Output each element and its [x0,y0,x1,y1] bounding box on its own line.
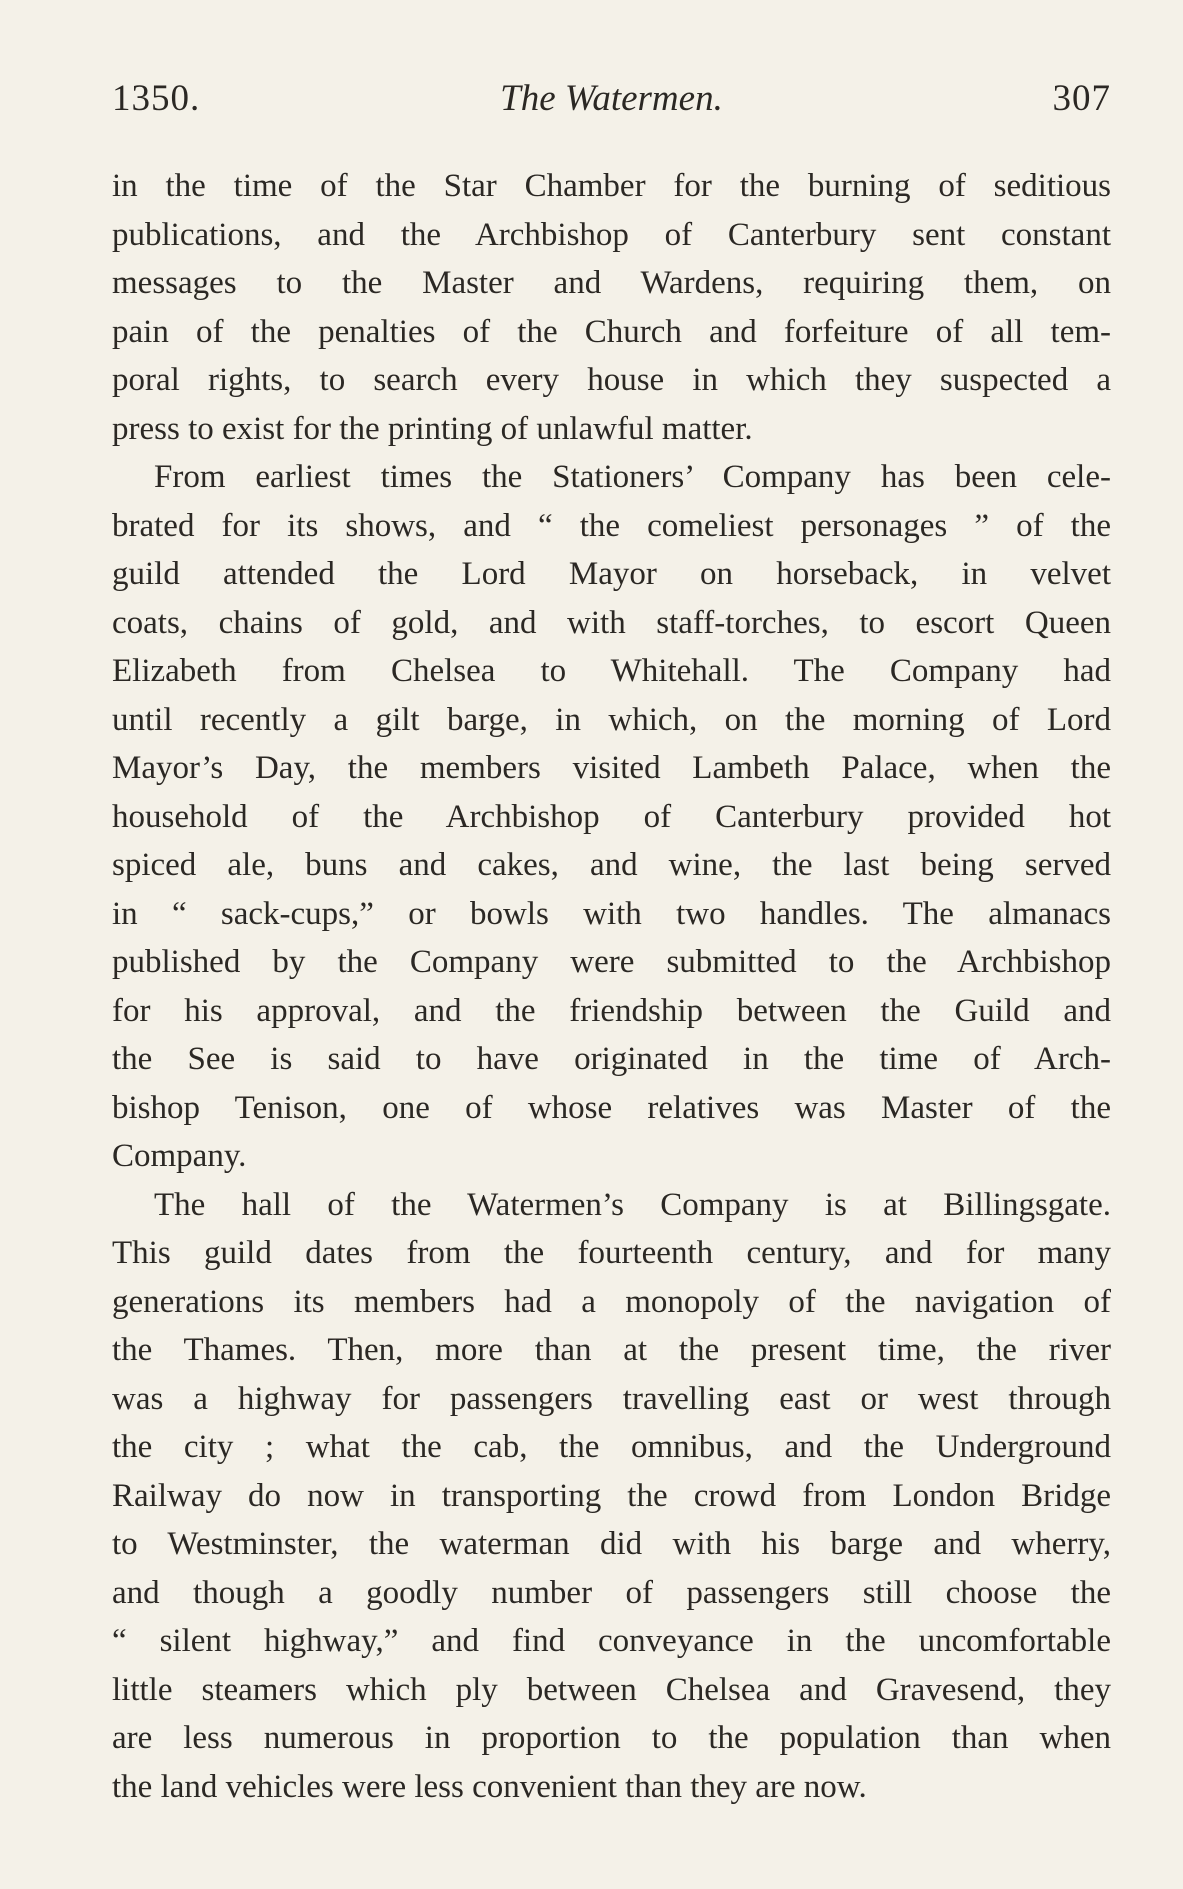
text-line: for his approval, and the friendship between the Guild and [112,992,1111,1029]
running-head [112,74,1111,124]
text-line: generations its members had a monopoly of the navigation of [112,1283,1111,1320]
text-line: until recently a gilt barge, in which, on the morning of Lord [112,701,1111,738]
text-line: in “ sack-cups,” or bowls with two handles. The almanacs [112,895,1111,932]
text-line: brated for its shows, and “ the comeliest personages ” of the [112,507,1111,544]
body-text [112,162,1111,1811]
text-line: coats, chains of gold, and with staff-torches, to escort Queen [112,604,1111,641]
text-line: guild attended the Lord Mayor on horseback, in velvet [112,556,1111,592]
text-line: Mayor’s Day, the members visited Lambeth Palace, when the [112,750,1111,786]
text-line: in the time of the Star Chamber for the burning of seditious [112,168,1111,204]
text-line: are less numerous in proportion to the population than when [112,1720,1111,1756]
running-head-year: 1350. [112,78,201,119]
text-line: to Westminster, the waterman did with his barge and wherry, [112,1526,1111,1562]
text-line: This guild dates from the fourteenth century, and for many [112,1235,1111,1271]
page-number: 307 [1052,78,1111,119]
text-line: Elizabeth from Chelsea to Whitehall. The Company had [112,653,1111,689]
text-line: The hall of the Watermen’s Company is at Billingsgate. [154,1186,1111,1223]
text-line: spiced ale, buns and cakes, and wine, the last being served [112,847,1111,883]
text-line: Company. [112,1138,247,1174]
text-line: Railway do now in transporting the crowd from London Bridge [112,1477,1111,1514]
text-line: bishop Tenison, one of whose relatives was Master of the [112,1089,1111,1126]
text-line: From earliest times the Stationers’ Company has been cele- [154,459,1111,495]
text-line: and though a goodly number of passengers still choose the [112,1574,1111,1611]
text-line: the city ; what the cab, the omnibus, and the Underground [112,1429,1111,1465]
text-line: press to exist for the printing of unlawful matter. [112,410,753,447]
text-line: the See is said to have originated in the time of Arch- [112,1041,1111,1077]
text-line: messages to the Master and Wardens, requiring them, on [112,265,1111,301]
text-line: publications, and the Archbishop of Canterbury sent constant [112,216,1111,253]
running-head-title: The Watermen. [500,78,723,119]
text-line: the Thames. Then, more than at the present time, the river [112,1332,1111,1368]
text-line: little steamers which ply between Chelsea and Gravesend, they [112,1671,1111,1708]
text-line: the land vehicles were less convenient than they are now. [112,1768,867,1805]
text-line: was a highway for passengers travelling east or west through [112,1380,1111,1417]
text-line: pain of the penalties of the Church and forfeiture of all tem- [112,313,1111,350]
text-line: “ silent highway,” and find conveyance in the uncomfortable [112,1623,1111,1659]
text-line: household of the Archbishop of Canterbury provided hot [112,798,1111,835]
text-line: published by the Company were submitted to the Archbishop [112,944,1111,980]
text-line: poral rights, to search every house in which they suspected a [112,362,1111,398]
